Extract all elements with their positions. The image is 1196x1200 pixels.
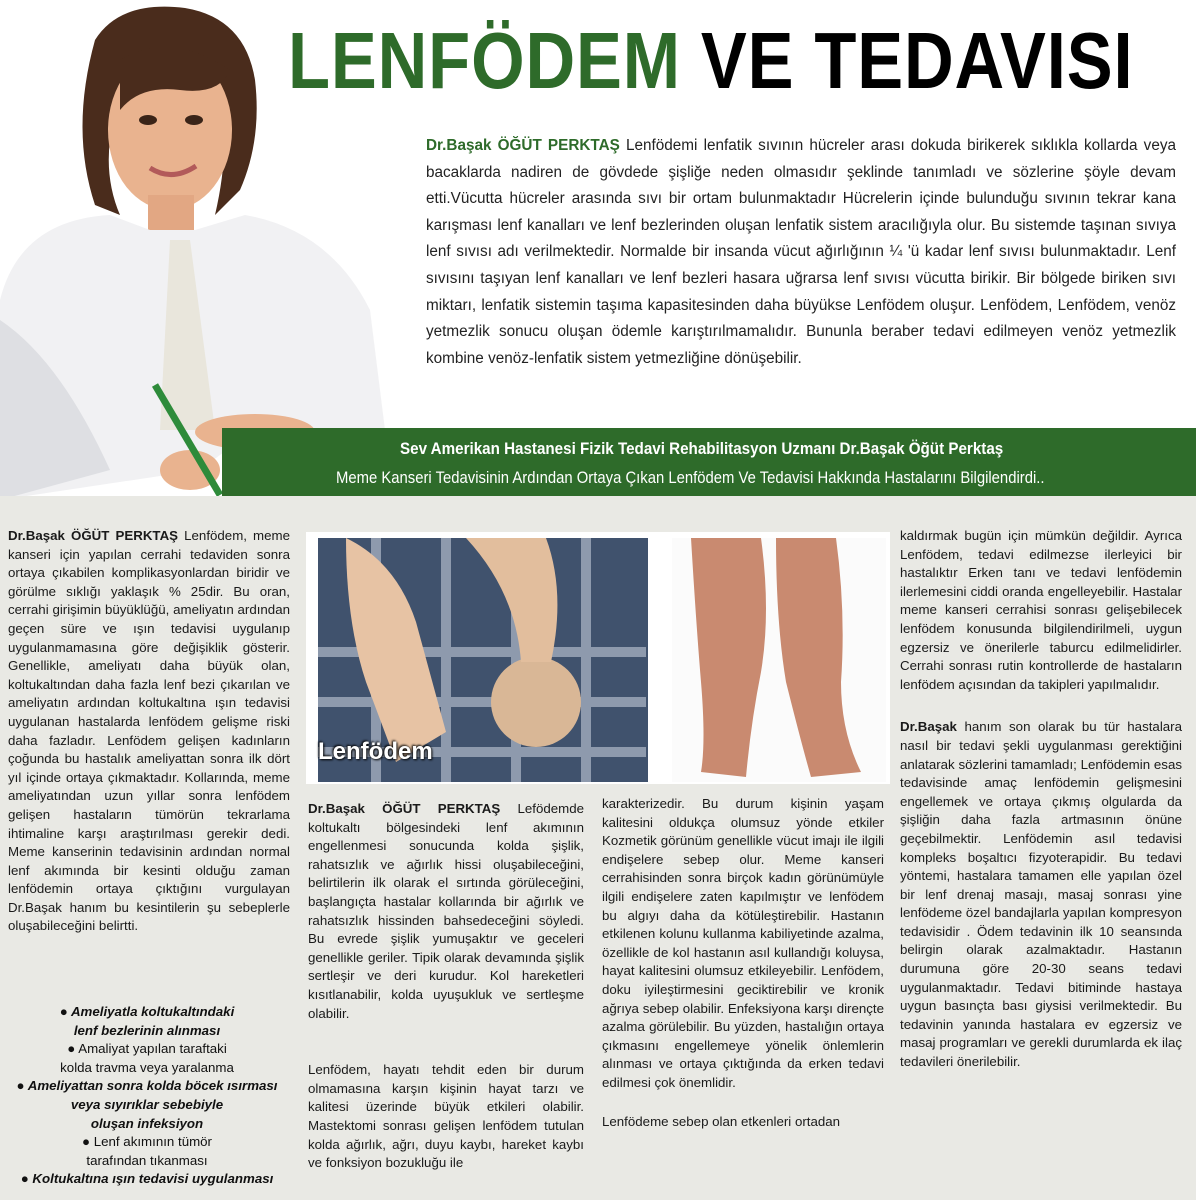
page-title [288, 14, 1134, 108]
list-item: oluşan infeksiyon [90, 1115, 204, 1131]
bullet-dot: ● [20, 1171, 33, 1187]
intro-text: Lenfödemi lenfatik sıvının hücreler arası dokuda birikerek sıklıkla kollarda veya bacaklarda nadiren de gövdede şişliğe neden olmasıdır şeklinde tanımladı ve sözlerine şöyle devam etti.Vücutta hücreler arasında sıvı bir ortam bulunmaktadır Hücrelerin içinde bulunduğu sıvının tekrar kana karışması lenf kanalları ve lenf bezlerinden oluşan lenfatik sistem aracılığıyla olur. Bu sistemde taşınan sıvıya lenf sıvısı adı verilmektedir. Normalde bir insanda vücut ağırlığının ¼ 'ü kadar lenf sıvısı bulunmaktadır. Lenf sıvısını taşıyan lenf kanalları ve lenf bezleri hasara uğrarsa lenf sıvısı vücutta birikir. Bir bölgede biriken sıvı miktarı, lenfatik sistemin taşıma kapasitesinden daha büyükse Lenfödem oluşur. Lenfödem, Lenfödem, venöz yetmezlik sonucu oluşan ödemle karıştırılmamalıdır. Bununla beraber tedavi edilmeyen venöz yetmezlik kombine venöz-lenfatik sistem yetmezliğine dönüşebilir. [426, 137, 1176, 367]
list-item: ● Koltukaltına ışın tedavisi uygulanması [20, 1171, 274, 1187]
banner-line-2: Meme Kanseri Tedavisinin Ardından Ortaya Çıkan Lenfödem Ve Tedavisi Hakkında Hastalarını Bilgilendirdi.. [336, 469, 1045, 487]
article-column-1 [8, 527, 290, 936]
col2-paragraph-1: Lefödemde koltukaltı bölgesindeki lenf akımının engellenmesi sonucunda kolda şişlik, rahatsızlık ve ağırlık hissi oluşabileceğini, belirtilerin ilk olarak el sırtında görüleceğini, başlangıçta hastalar kollarında bir ağırlık ve rahatsızlık hissinden bahsedeceğini söyledi. Bu evrede şişlik yumuşaktır ve geceleri genellikle geriler. Tipik olarak devamında şişlik sertleşir ve deri kurudur. Kol hareketleri kısıtlanabilir, kolda uyuşukluk ve sertleşme olabilir. [308, 801, 584, 1021]
bullet-dot: ● [67, 1041, 79, 1057]
image-caption: Lenfödem [318, 738, 433, 765]
col4-author: Dr.Başak [900, 719, 957, 735]
col2-author: Dr.Başak ÖĞÜT PERKTAŞ [308, 801, 501, 816]
causes-list [0, 1003, 294, 1189]
list-item: lenf bezlerinin alınması [73, 1022, 221, 1038]
article-column-4 [900, 527, 1182, 1072]
list-item: kolda travma veya yaralanma [60, 1059, 234, 1075]
col2-paragraph-2: Lenfödem, hayatı tehdit eden bir durum olmamasına karşın kişinin hayat tarzı ve kalitesi üzerinde büyük etkileri olabilir. Mastektomi sonrası gelişen lenfödem tutulan kolda ağırlık, ağrı, duyu kaybı, hareket kaybı ve fonksiyon bozukluğu ile [308, 1062, 584, 1171]
title-green: LENFÖDEM [288, 16, 681, 105]
article-column-3 [602, 795, 884, 1131]
list-item: veya sıyırıklar sebebiyle [70, 1096, 224, 1112]
list-item: ● Ameliyatla koltukaltındaki [59, 1004, 235, 1019]
lymphedema-photos [306, 532, 890, 784]
list-item: ● Lenf akımının tümör [82, 1134, 212, 1150]
col3-paragraph-1: karakterizedir. Bu durum kişinin yaşam kalitesini oldukça olumsuz yönde etkiler Kozmetik görünüm genellikle vücut imajı ile ilgili endişelere sebep olur. Meme kanseri cerrahisinden sonra birçok kadın görünümüyle ilgili endişelere zaten kapılmıştır ve lenfödem bu algıyı daha da kötüleştirebilir. Hastanın etkilenen kolunu kullanma kabiliyetinde azalma, özellikle de kol hastanın asıl kullandığı koluysa, hayat kalitesini olumsuz etkileyebilir. Lenfödem, doku iyileştirmesini geciktirebilir ve kronik ağrıya sebep olabilir. Enfeksiyona karşı dirençte azalma görülebilir. Bu yüzden, hastalığın ortaya çıkmasını engellemeye yönelik önlemlerin alınması ve ortaya çıktığında da erken tedavi edilmesi çok önemlidir. [602, 796, 884, 1090]
col4-paragraph-1: kaldırmak bugün için mümkün değildir. Ayrıca Lenfödem, tedavi edilmezse ilerleyici bir hastalıktır Erken tanı ve tedavi lenfödemin ilerlemesini ciddi oranda engelleyebilir. Hastalar meme kanseri cerrahisi sonrası gelişebilecek lenfödem konusunda bilgilendirilmeli, uygun egzersiz ve önerilerle taburcu edilmelidirler. Cerrahi sonrası rutin kontrollerde de hastaların lenfödem açısından da takipleri yapılmalıdır. [900, 528, 1182, 692]
article-column-2 [308, 800, 584, 1173]
banner-line-1: Sev Amerikan Hastanesi Fizik Tedavi Rehabilitasyon Uzmanı Dr.Başak Öğüt Perktaş [400, 440, 1004, 458]
list-item: ● Ameliyattan sonra kolda böcek ısırması [16, 1078, 278, 1094]
list-item: tarafından tıkanması [86, 1152, 208, 1168]
bullet-dot: ● [82, 1134, 94, 1150]
col1-text: Lenfödem, meme kanseri için yapılan cerrahi tedaviden sonra ortaya çıkabilen komplikasyonlardan biridir ve görülme sıklığı yaklaşık % 25dir. Bu oran, cerrahi girişimin büyüklüğü, ameliyatın ardından geçen süre ve ışın tedavisi uygulanıp uygulanmamasına göre değişiklik gösterir. Genellikle, ameliyatı daha büyük olan, koltukaltından daha fazla lenf bezi çıkarılan ve ameliyatın ardından koltukaltına ışın tedavisi uygulanan hastalarda lenfödem gelişme riski daha fazladır. Lenfödem gelişen kadınların çoğunda bu hastalık ameliyattan sonra ilk dört yıl içinde ortaya çıkmaktadır. Kollarında, meme ameliyatından uzun yıllar sonra lenfödem gelişen hastaların tümörün tekrarlama ihtimaline karşı araştırılması gerekir dedi. Meme kanserinin tedavisinin ardından normal lenf akımında bir kesinti olduğu zaman lenfödemin ortaya çıktığını vurgulayan Dr.Başak hanım bu kesintilerin şu sebeplerle oluşabileceğini belirtti. [8, 528, 290, 934]
col4-paragraph-2: hanım son olarak bu tür hastalara nasıl bir tedavi şekli uygulanması gerektiğini anlatarak sözlerini tamamladı; Lenfödemin esas tedavisinde amaç lenfödemin gelişmesini engellemek ve ortaya çıkmış olgularda da şişliğin daha fazla artmasının önüne geçebilmektir. Lenfödemin asıl tedavisi kompleks boşaltıcı fizyoterapidir. Bu tedavi yöntemi, hastalara tamamen elle yapılan özel bir lenf drenaj masajı, masaj sonrası yine lenfödeme özel bandajlarla yapılan kompresyon tedavisidir . Ödem tedavinin ilk 10 seansında belirgin olarak azalmaktadır. Hastanın durumuna göre 20-30 seans tedavi uygulanmaktadır. Tedavi bitiminde hastaya uygun basınçta bası giysisi verilmektedir. Bu tedavinin yanında hastalara ev egzersiz ve masaj programları ve gerekli durumlarda ek ilaç tedavileri önerilebilir. [900, 719, 1182, 1070]
bullet-dot: ● [59, 1004, 71, 1019]
intro-paragraph [426, 133, 1176, 372]
list-item: ● Amaliyat yapılan taraftaki [67, 1041, 227, 1057]
col3-paragraph-2: Lenfödeme sebep olan etkenleri ortadan [602, 1113, 841, 1129]
intro-author: Dr.Başak ÖĞÜT PERKTAŞ [426, 137, 620, 154]
subtitle-banner [222, 428, 1196, 496]
title-black: VE TEDAVISI [700, 16, 1134, 105]
col1-author: Dr.Başak ÖĞÜT PERKTAŞ [8, 528, 179, 543]
bullet-dot: ● [16, 1078, 28, 1094]
